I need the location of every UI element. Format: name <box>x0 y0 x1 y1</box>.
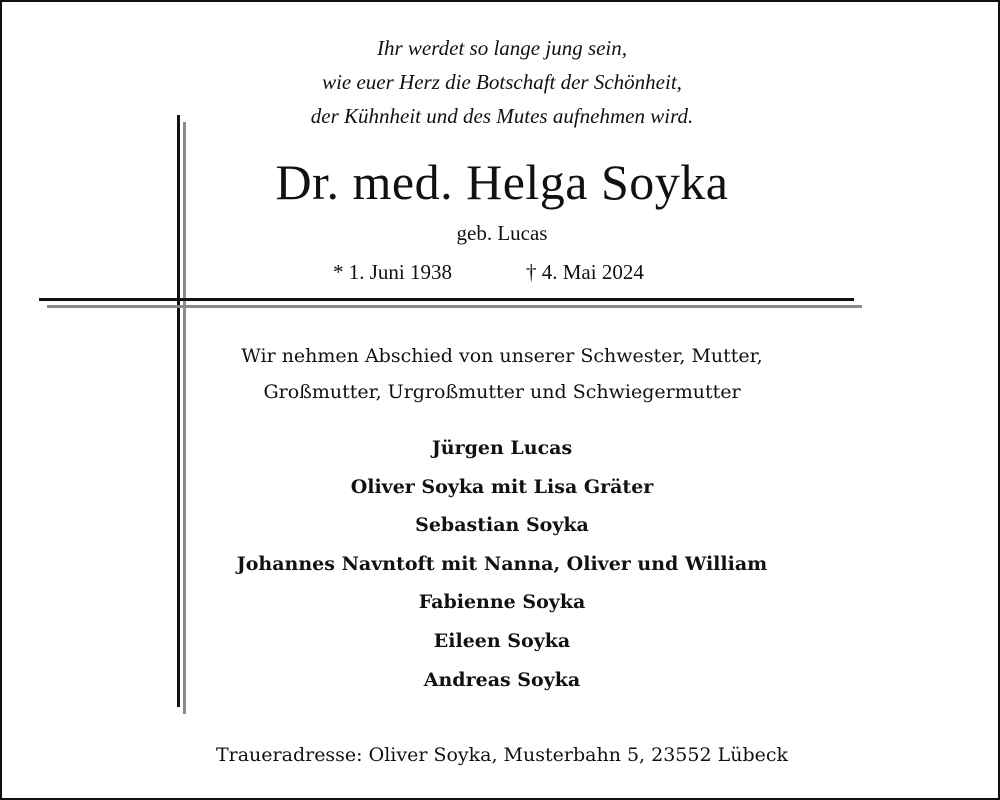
mourners-list <box>2 429 1000 699</box>
mourner-name: Oliver Soyka mit Lisa Gräter <box>350 475 654 498</box>
mourning-address: Traueradresse: Oliver Soyka, Musterbahn 5, 23552 Lübeck <box>215 744 789 766</box>
quote-line: Ihr werdet so lange jung sein, <box>376 36 628 60</box>
quote-line: wie euer Herz die Botschaft der Schönheit, <box>322 70 682 94</box>
mourner-name: Sebastian Soyka <box>415 514 589 537</box>
mourner-name: Johannes Navntoft mit Nanna, Oliver und William <box>236 552 768 575</box>
farewell-text <box>2 338 1000 410</box>
birth-date: * 1. Juni 1938 <box>333 260 453 284</box>
farewell-line: Wir nehmen Abschied von unserer Schwester, Mutter, <box>241 345 763 367</box>
epigraph-quote <box>2 31 1000 133</box>
cross-horizontal-shadow <box>47 305 862 308</box>
mourner-name: Eileen Soyka <box>433 629 571 652</box>
cross-horizontal-bar <box>39 298 854 301</box>
deceased-name: Dr. med. Helga Soyka <box>275 154 729 210</box>
mourner-name: Jürgen Lucas <box>431 437 573 459</box>
quote-line: der Kühnheit und des Mutes aufnehmen wird. <box>310 104 694 128</box>
mourner-name: Andreas Soyka <box>423 668 581 691</box>
maiden-name: geb. Lucas <box>456 221 548 245</box>
farewell-line: Großmutter, Urgroßmutter und Schwiegermutter <box>263 381 741 403</box>
mourner-name: Fabienne Soyka <box>418 591 586 614</box>
death-date: † 4. Mai 2024 <box>526 260 644 284</box>
